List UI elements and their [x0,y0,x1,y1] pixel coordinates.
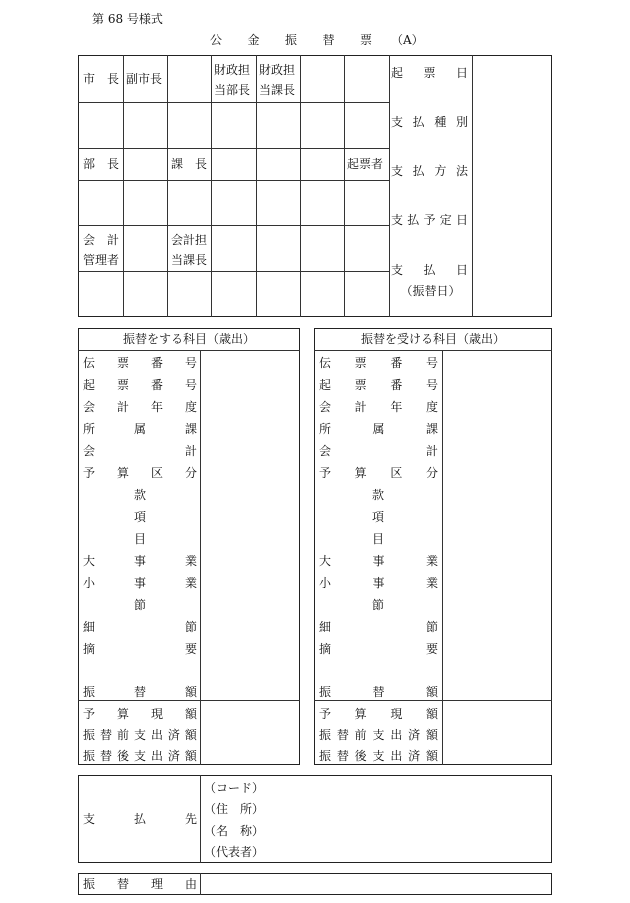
payee-representative-label: （代表者） [204,845,265,859]
drafter-stamp-cell[interactable] [345,181,388,224]
finance-chief-stamp-cell[interactable] [257,103,299,147]
to-setsu-label: 節 [372,598,385,612]
finance-director-label-2: 当部長 [214,83,251,97]
transfer-to-header: 振替を受ける科目（歳出） [360,332,505,346]
from-post-transfer-paid-label: 振 替 後 支 出 済 額 [83,749,197,763]
to-major-project-label: 大 事 業 [319,554,438,568]
transfer-to-value-area[interactable] [443,351,551,699]
reason-label: 振 替 理 由 [83,877,197,891]
transfer-from-value-area[interactable] [201,351,299,699]
to-transfer-amount-label: 振 替 額 [319,685,438,699]
to-kan-label: 款 [372,488,385,502]
payment-date-note: （振替日） [400,284,461,298]
payee-address-label: （住 所） [204,802,265,816]
payment-scheduled-date-label: 支 払 予 定 日 [391,213,468,227]
department-head-stamp-cell[interactable] [79,181,122,224]
transfer-from-header: 振替をする科目（歳出） [122,332,255,346]
from-saisetsu-label: 細 節 [83,620,197,634]
finance-director-label-1: 財政担 [214,63,251,77]
to-budget-current-label: 予 算 現 額 [319,707,438,721]
deputy-mayor-stamp-cell[interactable] [124,103,166,147]
accounting-chief-label-2: 当課長 [171,253,208,267]
from-department-label: 所 属 課 [83,422,197,436]
from-major-project-label: 大 事 業 [83,554,197,568]
to-kou-label: 項 [372,510,385,524]
to-department-label: 所 属 課 [319,422,438,436]
form-title: 公 金 振 替 票 [210,33,372,47]
department-head-label: 部 長 [83,157,119,171]
from-fiscal-year-label: 会 計 年 度 [83,400,197,414]
payee-label: 支 払 先 [83,812,197,826]
payment-type-label: 支 払 種 別 [391,115,468,129]
form-number: 第 68 号様式 [92,12,163,26]
to-budget-class-label: 予 算 区 分 [319,466,438,480]
section-chief-stamp-cell[interactable] [168,181,210,224]
payee-value-area[interactable] [270,776,551,862]
drafter-label: 起票者 [347,157,384,171]
transfer-to-amount-area[interactable] [443,701,551,764]
to-slip-number-label: 伝 票 番 号 [319,356,438,370]
finance-director-stamp-cell[interactable] [212,103,255,147]
from-moku-label: 目 [134,532,147,546]
payment-method-label: 支 払 方 法 [391,164,468,178]
from-pre-transfer-paid-label: 振 替 前 支 出 済 額 [83,728,197,742]
accounting-chief-label-1: 会計担 [171,233,208,247]
dates-value-area[interactable] [473,56,551,316]
to-saisetsu-label: 細 節 [319,620,438,634]
from-kan-label: 款 [134,488,147,502]
finance-chief-label-1: 財政担 [259,63,296,77]
to-moku-label: 目 [372,532,385,546]
accounting-manager-stamp-cell[interactable] [79,272,122,316]
from-kou-label: 項 [134,510,147,524]
to-post-transfer-paid-label: 振 替 後 支 出 済 額 [319,749,438,763]
reason-input-area[interactable] [201,874,551,894]
to-accounting-label: 会 計 [319,444,438,458]
payee-name-label: （名 称） [204,824,265,838]
from-summary-label: 摘 要 [83,642,197,656]
to-summary-label: 摘 要 [319,642,438,656]
payee-code-label: （コード） [204,781,265,795]
mayor-label: 市 長 [83,72,119,86]
to-fiscal-year-label: 会 計 年 度 [319,400,438,414]
from-slip-number-label: 伝 票 番 号 [83,356,197,370]
accounting-chief-stamp-cell[interactable] [168,272,210,316]
accounting-manager-label-2: 管理者 [83,253,120,267]
mayor-stamp-cell[interactable] [79,103,122,147]
to-pre-transfer-paid-label: 振 替 前 支 出 済 額 [319,728,438,742]
from-budget-current-label: 予 算 現 額 [83,707,197,721]
from-minor-project-label: 小 事 業 [83,576,197,590]
from-draft-number-label: 起 票 番 号 [83,378,197,392]
draft-date-label: 起 票 日 [391,66,468,80]
form-title-suffix: （A） [391,33,424,47]
section-chief-label: 課 長 [171,157,207,171]
from-budget-class-label: 予 算 区 分 [83,466,197,480]
from-accounting-label: 会 計 [83,444,197,458]
to-minor-project-label: 小 事 業 [319,576,438,590]
to-draft-number-label: 起 票 番 号 [319,378,438,392]
finance-chief-label-2: 当課長 [259,83,296,97]
deputy-mayor-label: 副市長 [126,72,163,86]
transfer-from-amount-area[interactable] [201,701,299,764]
from-setsu-label: 節 [134,598,147,612]
from-transfer-amount-label: 振 替 額 [83,685,197,699]
accounting-manager-label-1: 会 計 [83,233,120,247]
payment-date-label: 支 払 日 [391,263,468,277]
